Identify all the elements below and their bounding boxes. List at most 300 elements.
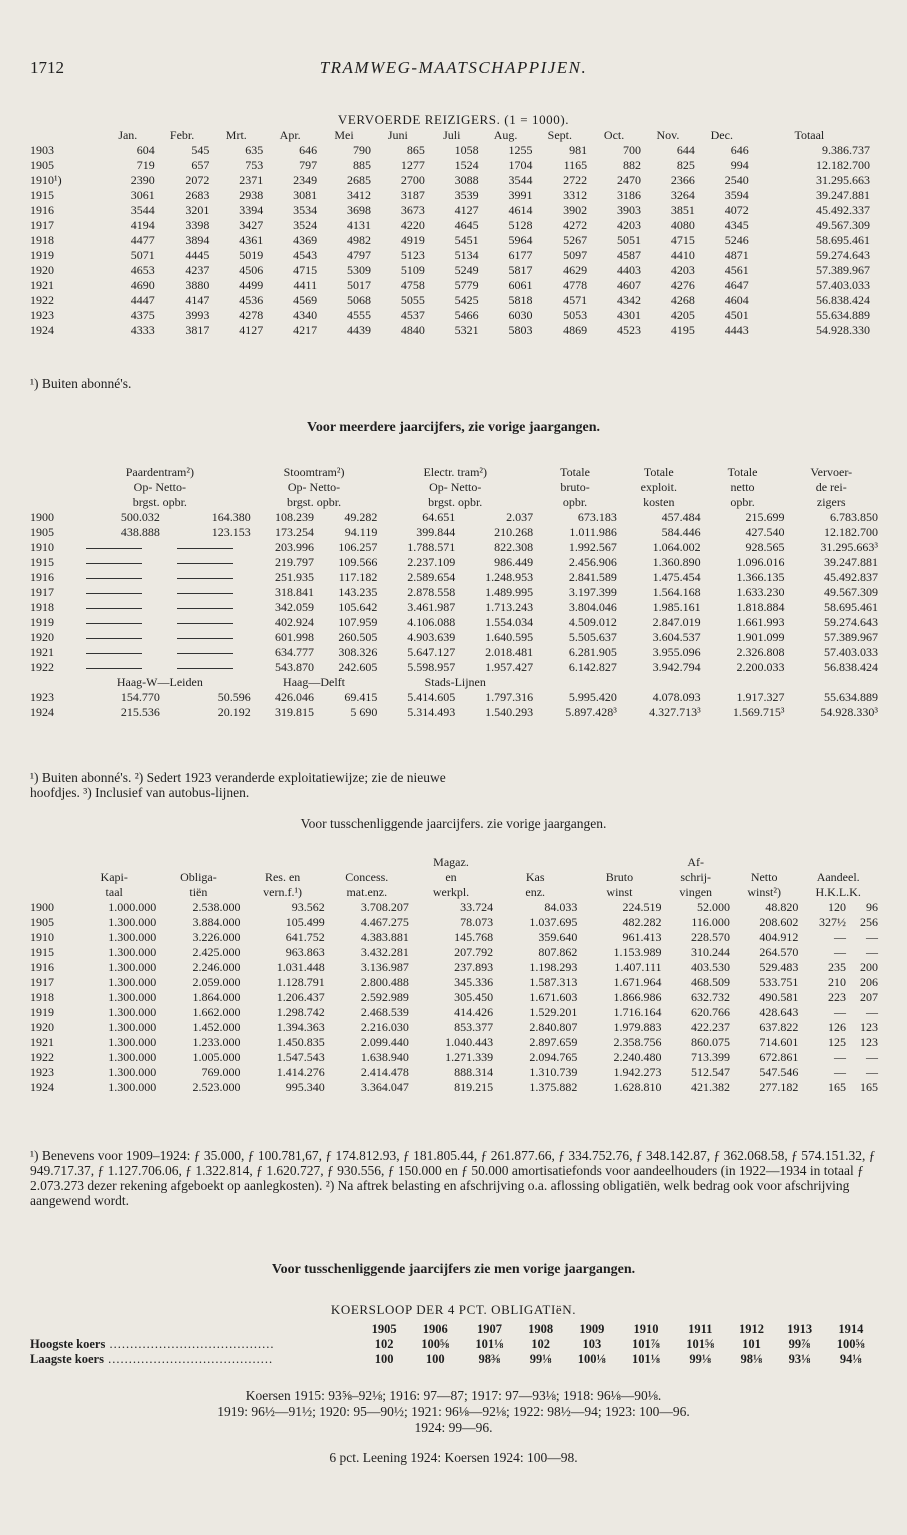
table-cell: 1.005.000 <box>192 1050 241 1064</box>
table-cell: 2.523.000 <box>192 1080 241 1094</box>
table-cell: 2540 <box>724 173 749 187</box>
table-cell: 3894 <box>185 233 210 247</box>
table-cell: 5.414.605 <box>407 690 456 704</box>
table-cell: 4715 <box>670 233 695 247</box>
table-cell: 3.884.000 <box>192 915 241 929</box>
table-cell: 64.651 <box>422 510 456 524</box>
table-cell: 101⅝ <box>686 1337 715 1351</box>
table-cell: — <box>866 930 878 944</box>
table-cell: 108.239 <box>275 510 315 524</box>
year-cell: 1910 <box>30 540 54 554</box>
table-cell: 4.467.275 <box>360 915 409 929</box>
table-cell: 4.383.881 <box>360 930 409 944</box>
table-cell: 468.509 <box>690 975 730 989</box>
year-cell: 1900 <box>30 510 54 524</box>
row-label-text: Laagste koers <box>30 1352 104 1366</box>
table-cell: 50.596 <box>217 690 251 704</box>
table-cell: 4276 <box>670 278 695 292</box>
table-cell: 1.300.000 <box>108 915 157 929</box>
table-cell: 657 <box>191 158 210 172</box>
column-header: Op- Netto- <box>133 480 186 494</box>
table-cell: 4797 <box>346 248 371 262</box>
dash-rule <box>177 563 233 564</box>
table-cell: 604 <box>136 143 155 157</box>
table-cell: 78.073 <box>460 915 494 929</box>
table-cell <box>69 570 160 585</box>
table-cell: 986.449 <box>494 555 534 569</box>
table-cell: 57.389.967 <box>816 263 870 277</box>
table-cell: 3594 <box>724 188 749 202</box>
table-cell: 105.499 <box>285 915 325 929</box>
table-row <box>30 188 870 203</box>
table-cell: 1.310.739 <box>529 1065 578 1079</box>
table-cell: 646 <box>299 143 318 157</box>
column-header: Af- <box>687 855 705 869</box>
table-cell: 3264 <box>670 188 695 202</box>
table-cell: 5.598.957 <box>407 660 456 674</box>
table-header-row <box>30 855 878 870</box>
column-header: Nov. <box>656 128 680 142</box>
year-cell: 1922 <box>30 660 54 674</box>
year-cell: 1916 <box>30 570 54 584</box>
exploitatie-footnote-2: hoofdjes. ³) Inclusief van autobus-lijnen. <box>30 785 250 800</box>
table-cell: 173.254 <box>275 525 315 539</box>
table-cell: 1058 <box>454 143 479 157</box>
column-header: Netto <box>750 870 778 884</box>
table-cell: 1.716.164 <box>613 1005 662 1019</box>
table-cell: 345.336 <box>454 975 494 989</box>
table-cell: 100⅝ <box>836 1337 865 1351</box>
table-cell: 4715 <box>293 263 318 277</box>
column-header <box>730 855 798 870</box>
column-header: zigers <box>816 495 846 509</box>
column-header: Totaal <box>794 128 825 142</box>
table-cell: 426.046 <box>275 690 315 704</box>
table-cell: 319.815 <box>275 705 315 719</box>
table-cell: 56.838.424 <box>824 660 878 674</box>
year-cell: 1916 <box>30 203 54 217</box>
table-cell: 3991 <box>508 188 533 202</box>
column-header <box>30 465 69 480</box>
table-row <box>30 1080 878 1095</box>
table-cell: 207 <box>860 990 878 1004</box>
table-cell: 6030 <box>508 308 533 322</box>
koersen-line-1: Koersen 1915: 93⅝–92⅛; 1916: 97—87; 1917: 97—93⅛; 1918: 96⅛—90⅛. <box>245 1388 662 1403</box>
table-cell: 1.300.000 <box>108 945 157 959</box>
table-cell: 822.308 <box>494 540 534 554</box>
table-cell: 3851 <box>670 203 695 217</box>
year-cell: 1924 <box>30 1080 54 1094</box>
table-cell: 123.153 <box>211 525 251 539</box>
table-cell: 3081 <box>293 188 318 202</box>
table-cell: 242.605 <box>338 660 378 674</box>
table-cell: 2.037 <box>506 510 534 524</box>
year-cell: 1915 <box>30 945 54 959</box>
table-cell <box>160 540 251 555</box>
table-cell: 4447 <box>130 293 155 307</box>
table-cell: 3673 <box>400 203 425 217</box>
table-cell: 3.708.207 <box>360 900 409 914</box>
table-cell: 308.326 <box>338 645 378 659</box>
table-cell: 529.483 <box>759 960 799 974</box>
table-cell: 5309 <box>346 263 371 277</box>
table-cell: 3.136.987 <box>360 960 409 974</box>
koersloop-title: KOERSLOOP DER 4 PCT. OBLIGATIëN. <box>330 1302 577 1317</box>
table-cell: — <box>866 1005 878 1019</box>
column-header: opbr. <box>562 495 588 509</box>
table-cell: 101⅛ <box>631 1352 661 1366</box>
dash-rule <box>86 668 142 669</box>
column-header <box>30 128 101 143</box>
leader-dots: ........................................ <box>105 1337 275 1351</box>
table-cell: 3903 <box>617 203 642 217</box>
year-cell: 1918 <box>30 990 54 1004</box>
table-cell: 4653 <box>130 263 155 277</box>
table-cell: 490.581 <box>759 990 799 1004</box>
column-header: Obliga- <box>180 870 217 884</box>
year-cell: 1923 <box>30 690 54 704</box>
table-cell: 1.300.000 <box>108 1005 157 1019</box>
table-cell <box>69 540 160 555</box>
table-cell: 482.282 <box>622 915 662 929</box>
dash-rule <box>86 593 142 594</box>
column-header: Mei <box>334 128 354 142</box>
table-cell: 2.538.000 <box>192 900 241 914</box>
table-cell: 93⅛ <box>788 1352 811 1366</box>
table-row <box>30 173 870 188</box>
row-label <box>30 1352 360 1367</box>
spacer-cell <box>30 675 69 690</box>
table-cell: 2.326.808 <box>736 645 785 659</box>
table-cell: 101⅛ <box>475 1337 504 1351</box>
column-header: enz. <box>525 885 546 899</box>
table-cell: 57.389.967 <box>824 630 878 644</box>
year-header: 1908 <box>528 1322 554 1336</box>
table-cell: 2.456.906 <box>568 555 617 569</box>
table-cell: 853.377 <box>454 1020 494 1034</box>
table-cell: 260.505 <box>338 630 378 644</box>
table-cell: — <box>834 945 847 959</box>
table-cell: 1.040.443 <box>445 1035 494 1049</box>
table-cell: 2.059.000 <box>192 975 241 989</box>
table-cell: 5.314.493 <box>407 705 456 719</box>
table-cell: — <box>866 945 878 959</box>
table-cell: 206 <box>860 975 878 989</box>
table-row <box>30 705 878 720</box>
table-cell: 1.818.884 <box>736 600 785 614</box>
table-cell: 2.358.756 <box>613 1035 662 1049</box>
table-cell: 1.360.890 <box>652 555 701 569</box>
table-cell: 5246 <box>724 233 749 247</box>
table-cell: 4272 <box>563 218 588 232</box>
column-header: Kas <box>525 870 545 884</box>
year-cell: 1910¹) <box>30 173 62 187</box>
table-cell: 4127 <box>239 323 264 337</box>
year-cell: 1916 <box>30 960 54 974</box>
table-cell: 12.182.700 <box>816 158 870 172</box>
table-cell: 3.226.000 <box>192 930 241 944</box>
column-header: tiën <box>189 885 208 899</box>
table-cell: 1.540.293 <box>485 705 534 719</box>
table-cell: 4203 <box>670 263 695 277</box>
table-cell: 753 <box>245 158 264 172</box>
table-row <box>30 1035 878 1050</box>
balans-footnote: ¹) Benevens voor 1909–1924: ƒ 35.000, ƒ 100.781,67, ƒ 174.812.93, ƒ 181.805.44, ƒ 261.877.66, ƒ 334.752.76, ƒ 348.142.87, ƒ 362.068.58, ƒ 574.151.32, ƒ 949.717.37, ƒ 1.127.706.06, ƒ 1.322.814, ƒ 1.620.727, ƒ 930.556, ƒ 150.000 en ƒ 50.000 amortisatiefonds voor aandeelhouders (in 1922—1934 in totaal ƒ 2.073.273 dezer rekening afgeboekt op aanlegkosten). ²) Na aftrek belasting en afschrijving o.a. aflossing obligatiën, welk bedrag ook voor afschrijving aangewend wordt. <box>30 1148 876 1208</box>
dash-rule <box>177 623 233 624</box>
table-cell: 4.078.093 <box>652 690 701 704</box>
table-cell: 2.878.558 <box>407 585 456 599</box>
table-row <box>30 263 870 278</box>
sub-header: Haag—Delft <box>283 675 346 689</box>
table-header-row <box>30 870 878 885</box>
table-cell: 103 <box>582 1337 602 1351</box>
column-header: Vervoer- <box>810 465 853 479</box>
table-cell: 402.924 <box>275 615 315 629</box>
table-cell: 1.300.000 <box>108 1020 157 1034</box>
table-cell <box>69 615 160 630</box>
table-cell: 2.589.654 <box>407 570 456 584</box>
table-cell: 512.547 <box>690 1065 730 1079</box>
table-cell: 3.804.046 <box>568 600 617 614</box>
table-cell: 3186 <box>617 188 642 202</box>
table-cell: 1277 <box>400 158 425 172</box>
table-cell: 5123 <box>400 248 425 262</box>
year-cell: 1919 <box>30 1005 54 1019</box>
table-cell: 1.633.230 <box>736 585 785 599</box>
table-cell: 45.492.837 <box>824 570 878 584</box>
table-cell: 4.106.088 <box>407 615 456 629</box>
table-cell: 3544 <box>508 173 533 187</box>
table-cell: 1.554.034 <box>485 615 534 629</box>
year-cell: 1920 <box>30 263 54 277</box>
year-header: 1911 <box>688 1322 713 1336</box>
column-header: Op- Netto- <box>429 480 482 494</box>
table-cell: 700 <box>623 143 642 157</box>
table-cell: 5.995.420 <box>568 690 617 704</box>
table-cell: 57.403.033 <box>824 645 878 659</box>
table-cell: 457.484 <box>661 510 701 524</box>
table-cell: 2.246.000 <box>192 960 241 974</box>
table-cell: 59.274.643 <box>816 248 870 262</box>
table-cell: 4536 <box>239 293 264 307</box>
table-cell: 5109 <box>400 263 425 277</box>
table-row <box>30 293 870 308</box>
table-cell: 12.182.700 <box>824 525 878 539</box>
year-cell: 1923 <box>30 308 54 322</box>
table-cell: 2685 <box>346 173 371 187</box>
table-cell: 1.569.715³ <box>732 705 785 719</box>
table-cell: 4345 <box>724 218 749 232</box>
table-cell: 825 <box>676 158 695 172</box>
column-header <box>30 495 69 510</box>
table-row <box>30 915 878 930</box>
table-cell: 1.452.000 <box>192 1020 241 1034</box>
table-cell: 4410 <box>670 248 695 262</box>
table-cell: 4443 <box>724 323 749 337</box>
column-header <box>493 855 577 870</box>
table-cell: 427.540 <box>745 525 785 539</box>
table-cell: 4778 <box>563 278 588 292</box>
table-cell: 5817 <box>508 263 533 277</box>
table-cell: 421.382 <box>690 1080 730 1094</box>
table-cell: 3201 <box>185 203 210 217</box>
table-cell: 3394 <box>239 203 264 217</box>
column-header: werkpl. <box>432 885 470 899</box>
table-cell: 3.197.399 <box>568 585 617 599</box>
table-cell: 207.792 <box>454 945 494 959</box>
table-cell: 5019 <box>239 248 264 262</box>
exploitatie-table <box>30 465 878 720</box>
table-cell: 4537 <box>400 308 425 322</box>
table-cell: 4217 <box>293 323 318 337</box>
table-cell: 1.547.543 <box>276 1050 325 1064</box>
table-cell: 1.587.313 <box>529 975 578 989</box>
table-cell: 1.271.339 <box>445 1050 494 1064</box>
table-cell: 4690 <box>130 278 155 292</box>
table-cell: 620.766 <box>690 1005 730 1019</box>
table-cell: 1.198.293 <box>529 960 578 974</box>
table-cell: 305.450 <box>454 990 494 1004</box>
table-cell: 3.461.987 <box>407 600 456 614</box>
column-header: brgst. opbr. <box>132 495 187 509</box>
table-cell: 4.509.012 <box>568 615 617 629</box>
table-cell: 100 <box>374 1352 394 1366</box>
dash-rule <box>86 653 142 654</box>
table-cell: 3544 <box>130 203 155 217</box>
table-cell: 1.248.953 <box>485 570 534 584</box>
year-cell: 1920 <box>30 1020 54 1034</box>
table-cell: — <box>834 930 847 944</box>
column-header: brgst. opbr. <box>428 495 483 509</box>
table-cell: 2072 <box>185 173 210 187</box>
table-cell: 3427 <box>239 218 264 232</box>
table-cell: 101⅞ <box>631 1337 661 1351</box>
table-row <box>30 158 870 173</box>
column-header: en <box>445 870 457 884</box>
year-header: 1906 <box>422 1322 448 1336</box>
table-cell: 769.000 <box>201 1065 241 1079</box>
table-cell: 1.300.000 <box>108 1080 157 1094</box>
table-cell: 99⅛ <box>689 1352 712 1366</box>
table-cell: 4982 <box>346 233 371 247</box>
table-cell: 4629 <box>563 263 588 277</box>
table-cell: 1.797.316 <box>485 690 534 704</box>
table-cell: 264.570 <box>759 945 799 959</box>
table-cell: 533.751 <box>759 975 799 989</box>
table-cell: 210.268 <box>494 525 534 539</box>
table-cell: 1.407.111 <box>614 960 662 974</box>
table-cell <box>69 630 160 645</box>
table-cell: 123 <box>860 1020 878 1034</box>
table-cell: 4369 <box>293 233 318 247</box>
column-header: Bruto <box>605 870 634 884</box>
year-header: 1914 <box>838 1322 864 1336</box>
table-cell: 310.244 <box>690 945 730 959</box>
year-cell: 1905 <box>30 525 54 539</box>
table-cell: 547.546 <box>759 1065 799 1079</box>
table-cell: 6.142.827 <box>568 660 617 674</box>
table-cell: 5017 <box>346 278 371 292</box>
table-row <box>30 960 878 975</box>
table-cell: 5055 <box>400 293 425 307</box>
table-cell: 1.011.986 <box>569 525 617 539</box>
table-header-row <box>30 465 878 480</box>
year-header: 1912 <box>738 1322 764 1336</box>
vervoerde-footnote: ¹) Buiten abonné's. <box>30 376 132 391</box>
table-cell: 342.059 <box>275 600 315 614</box>
table-cell: 2.425.000 <box>192 945 241 959</box>
table-cell: 20.192 <box>217 705 251 719</box>
table-cell: 3.942.794 <box>652 660 701 674</box>
column-header: schrij- <box>680 870 712 884</box>
column-header: Juni <box>387 128 408 142</box>
table-row <box>30 630 878 645</box>
table-cell <box>160 600 251 615</box>
table-cell: 4607 <box>617 278 642 292</box>
table-cell: — <box>834 1065 847 1079</box>
table-cell: 1524 <box>454 158 479 172</box>
table-cell: 4.903.639 <box>407 630 456 644</box>
table-cell: 1.475.454 <box>652 570 701 584</box>
leader-dots: ........................................ <box>103 1352 274 1366</box>
column-header <box>30 885 72 900</box>
table-cell: 1.037.695 <box>529 915 578 929</box>
table-cell: 5068 <box>346 293 371 307</box>
vervoerde-title: VERVOERDE REIZIGERS. (1 = 1000). <box>337 112 570 127</box>
year-cell: 1917 <box>30 218 54 232</box>
year-cell: 1924 <box>30 705 54 719</box>
table-cell: 3880 <box>185 278 210 292</box>
table-cell: 5128 <box>508 218 533 232</box>
table-cell: 2.840.807 <box>529 1020 578 1034</box>
table-cell: 4523 <box>617 323 642 337</box>
table-cell: 52.000 <box>696 900 730 914</box>
table-cell: 644 <box>676 143 695 157</box>
table-cell: 5.647.127 <box>407 645 456 659</box>
table-cell: 1.064.002 <box>652 540 701 554</box>
table-row <box>30 278 870 293</box>
table-cell <box>69 645 160 660</box>
table-cell: 807.862 <box>538 945 578 959</box>
table-cell: 1.206.437 <box>276 990 325 1004</box>
table-cell <box>160 630 251 645</box>
dash-rule <box>177 668 233 669</box>
table-cell: 5134 <box>454 248 479 262</box>
year-header: 1910 <box>633 1322 659 1336</box>
table-cell: 1.713.243 <box>485 600 534 614</box>
table-cell: 1.979.883 <box>613 1020 662 1034</box>
table-cell: 116.000 <box>691 915 730 929</box>
table-cell: 4501 <box>724 308 749 322</box>
year-cell: 1915 <box>30 188 54 202</box>
table-cell: 4871 <box>724 248 749 262</box>
koersloop-table <box>30 1322 878 1367</box>
table-cell: 1.640.595 <box>485 630 534 644</box>
table-cell: 2.592.989 <box>360 990 409 1004</box>
column-header: Mrt. <box>225 128 247 142</box>
column-header: Juli <box>443 128 461 142</box>
table-cell: 1.638.940 <box>360 1050 409 1064</box>
sub-header: Stads-Lijnen <box>424 675 486 689</box>
year-header: 1907 <box>476 1322 502 1336</box>
table-cell: 1.788.571 <box>407 540 456 554</box>
table-row <box>30 1005 878 1020</box>
year-header: 1905 <box>371 1322 397 1336</box>
table-row <box>30 203 870 218</box>
table-cell: 2.847.019 <box>652 615 701 629</box>
table-header-row <box>30 128 870 143</box>
column-header: mat.enz. <box>346 885 388 899</box>
